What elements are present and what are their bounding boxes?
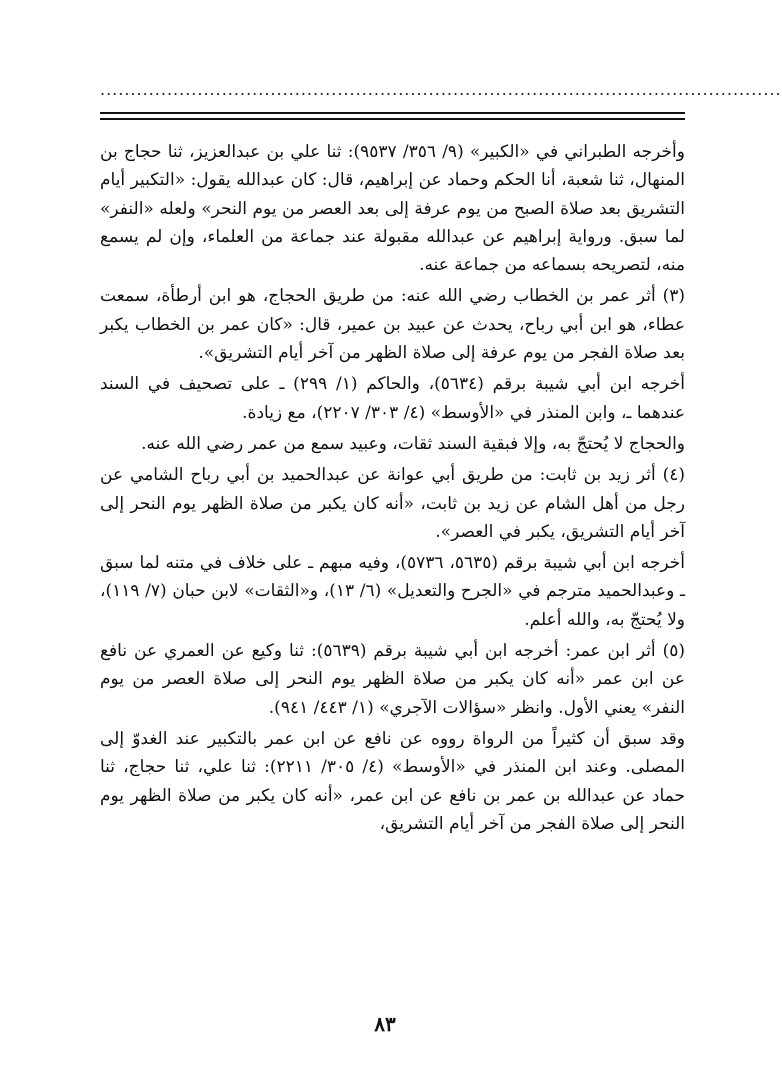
header-rule-bottom [100, 118, 685, 120]
header-dotted-line: ................................................................................................................ [100, 80, 782, 99]
paragraph-takhrij-zayd: أخرجه ابن أبي شيبة برقم (٥٦٣٥، ٥٧٣٦)، وفيه مبهم ـ على خلاف في متنه لما سبق ـ وعبدالحميد مترجم في «الجرح والتعديل» (٦/ ١٣)، و«الثقات» لابن حبان (٧/ ١١٩)، ولا يُحتجّ به، والله أعلم. [100, 553, 686, 630]
paragraph-athar-ibn-umar: (٥) أثر ابن عمر: أخرجه ابن أبي شيبة برقم (٥٦٣٩): ثنا وكيع عن العمري عن نافع عن ابن عمر «أنه كان يكبر من صلاة الظهر يوم النحر إلى صلاة العصر من يوم النفر» يعني الأول. وانظر «سؤالات الآجري» (١/ ٤٤٣/ ٩٤١). [100, 641, 685, 718]
paragraph-takhrij-umar: أخرجه ابن أبي شيبة برقم (٥٦٣٤)، والحاكم (١/ ٢٩٩) ـ على تصحيف في السند عندهما ـ، وابن المنذر في «الأوسط» (٤/ ٣٠٣/ ٢٢٠٧)، مع زيادة. [100, 374, 686, 423]
page-body [100, 138, 685, 841]
header-rule-top [100, 112, 685, 114]
paragraph-hajjaj-note: والحجاج لا يُحتجّ به، وإلا فبقية السند ثقات، وعبيد سمع من عمر رضي الله عنه. [141, 433, 685, 454]
paragraph-athar-zayd: (٤) أثر زيد بن ثابت: من طريق أبي عوانة عن عبدالحميد بن أبي رباح الشامي عن رجل من أهل الشام عن زيد بن ثابت، «أنه كان يكبر من صلاة الظهر يوم النحر إلى آخر أيام التشريق، يكبر في العصر». [100, 465, 685, 542]
paragraph-athar-umar: (٣) أثر عمر بن الخطاب رضي الله عنه: من طريق الحجاج، هو ابن أرطأة، سمعت عطاء، هو ابن أبي رباح، يحدث عن عبيد بن عمير، قال: «كان عمر بن الخطاب يكبر بعد صلاة الفجر من يوم عرفة إلى صلاة الظهر من آخر أيام التشريق». [100, 286, 685, 364]
page-number: ٨٣ [374, 1012, 396, 1036]
paragraph-tabarani: وأخرجه الطبراني في «الكبير» (٩/ ٣٥٦/ ٩٥٣٧): ثنا علي بن عبدالعزيز، ثنا حجاج بن المنهال، ثنا شعبة، أنا الحكم وحماد عن إبراهيم، قال: كان عبدالله يقول: «التكبير أيام التشريق بعد صلاة الصبح من يوم عرفة إلى بعد العصر من يوم النحر» ولعله «النفر» لما سبق. ورواية إبراهيم عن عبدالله مقبولة عند جماعة من العلماء، وإن لم يسمع منه، لتصريحه بسماعه من جماعة عنه. [100, 142, 685, 276]
paragraph-ibn-umar-note: وقد سبق أن كثيراً من الرواة رووه عن نافع عن ابن عمر بالتكبير عند الغدوّ إلى المصلى. وعند ابن المنذر في «الأوسط» (٤/ ٣٠٥/ ٢٢١١): ثنا علي، ثنا حجاج، ثنا حماد عن عبدالله بن عمر بن نافع عن ابن عمر، «أنه كان يكبر من صلاة الظهر يوم النحر إلى صلاة الفجر من آخر أيام التشريق، [100, 728, 685, 834]
